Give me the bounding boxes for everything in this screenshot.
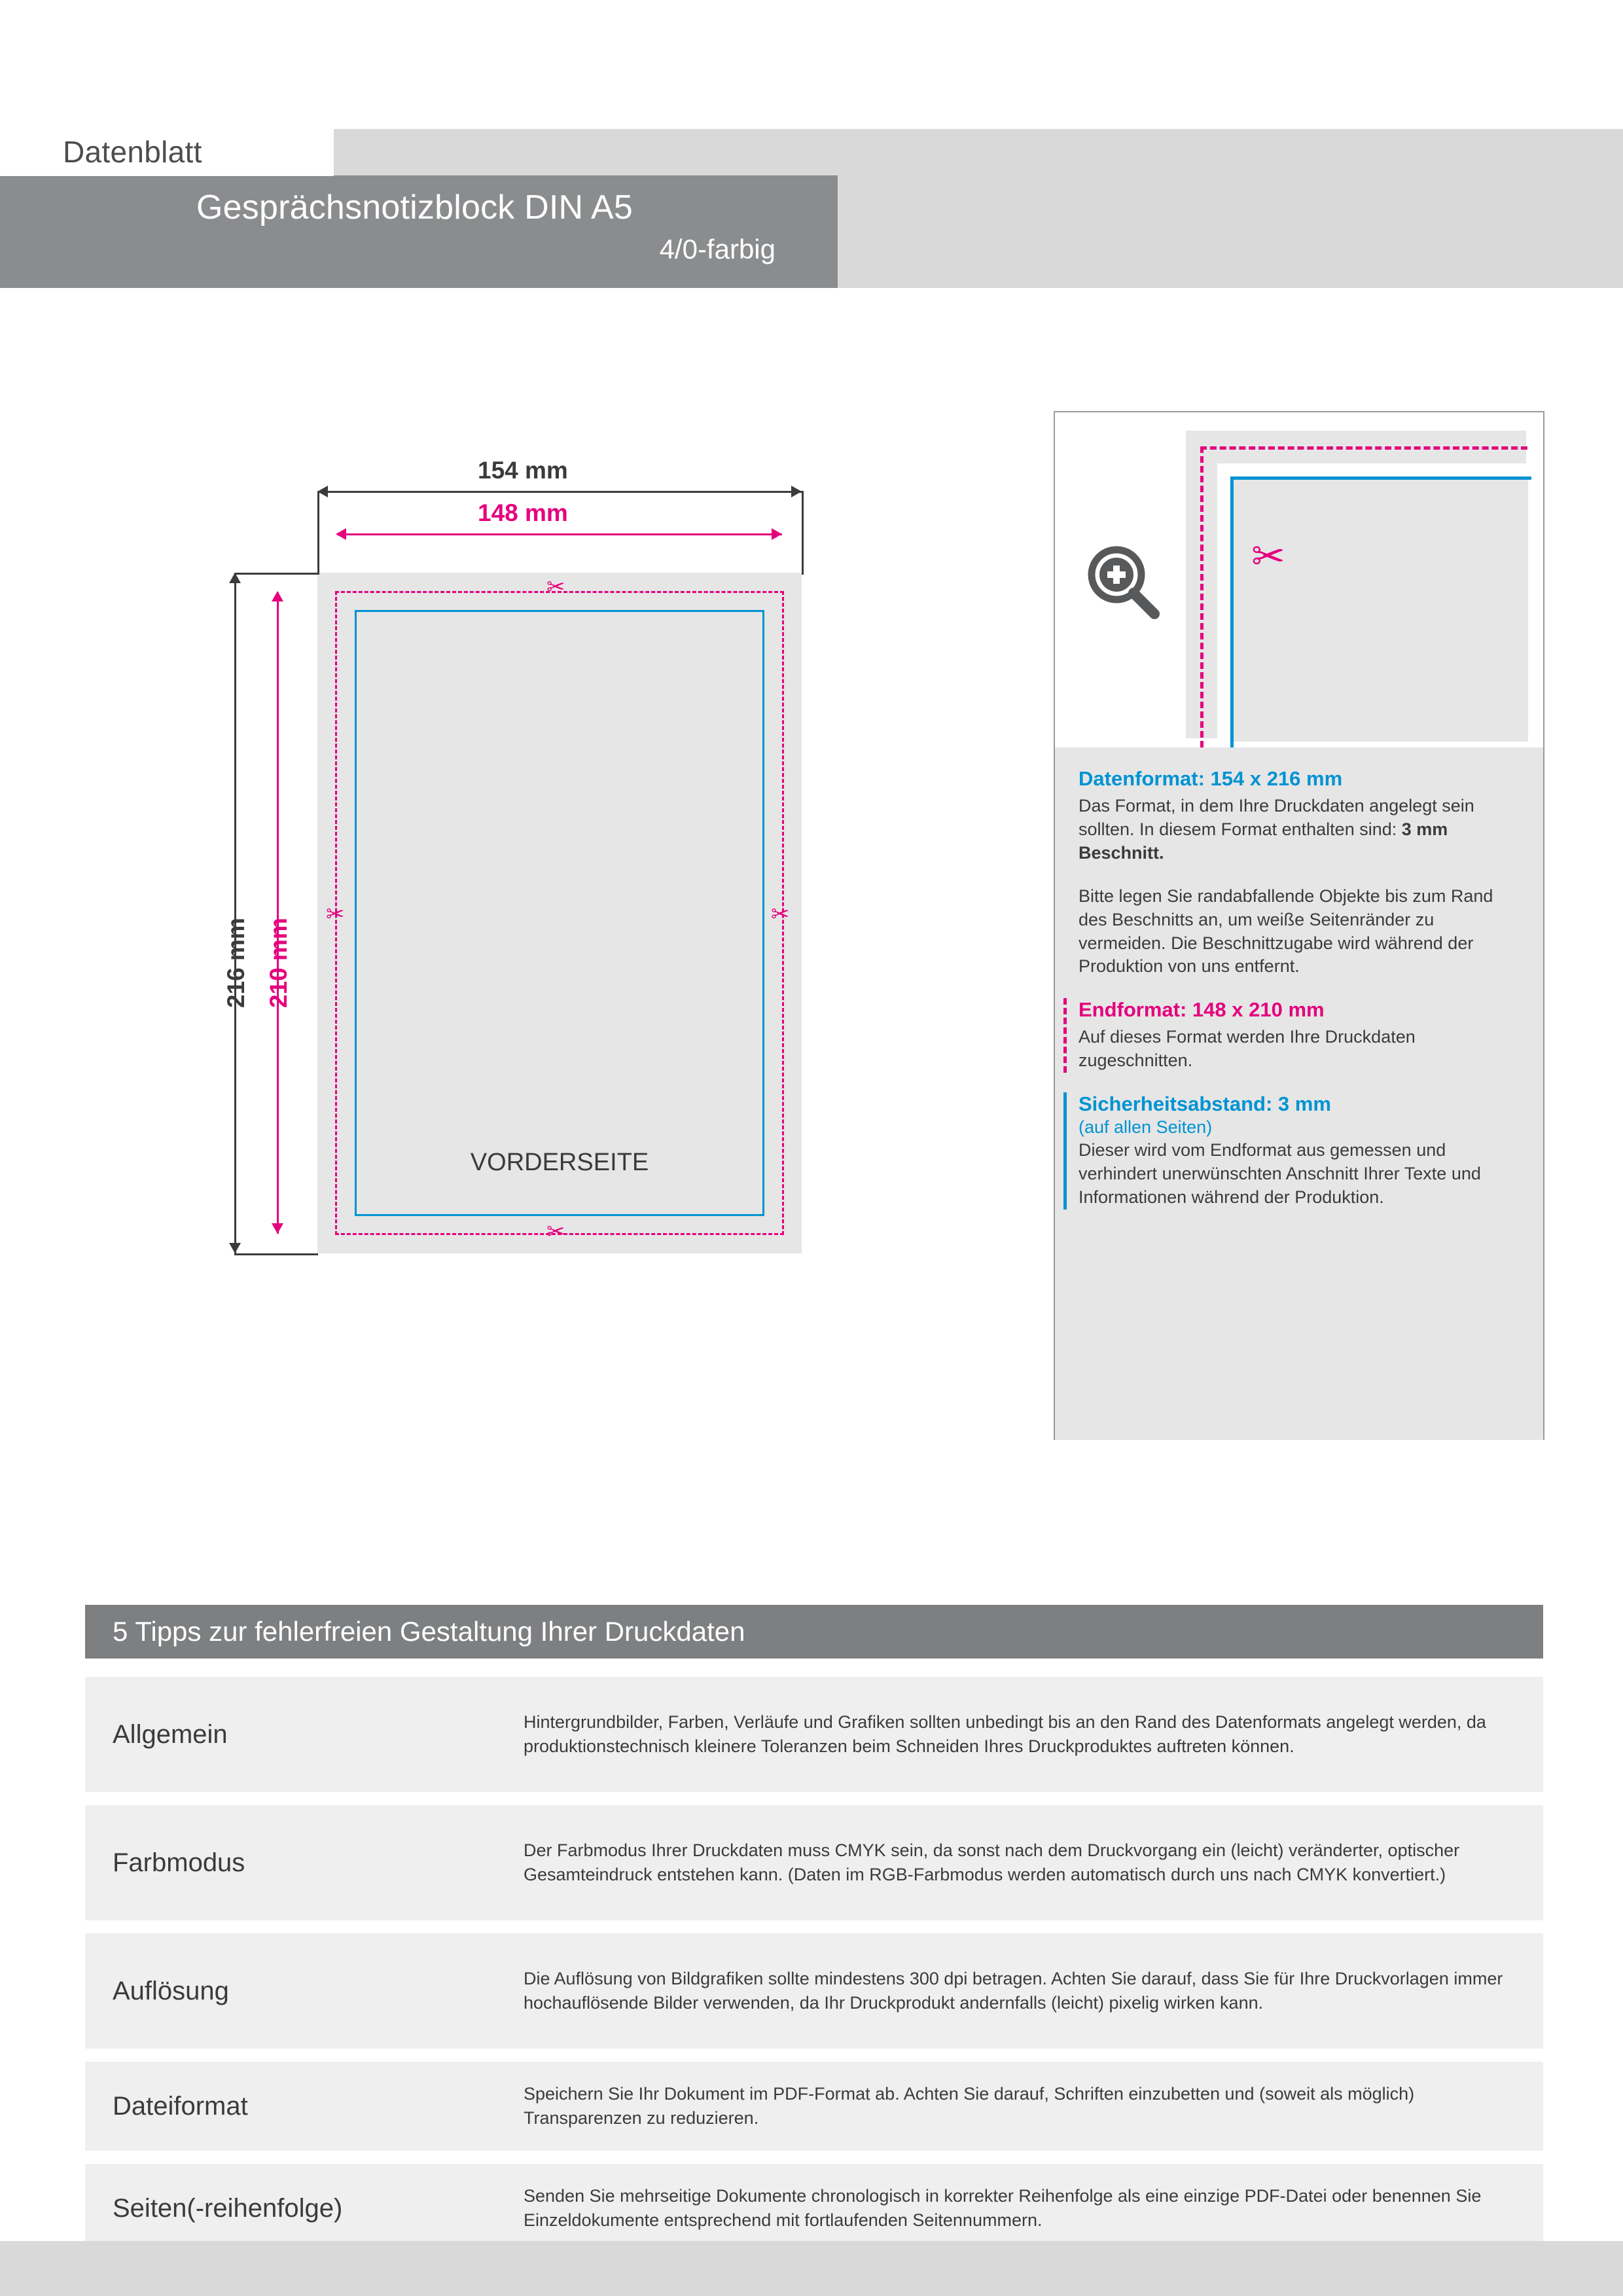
tips-heading: 5 Tipps zur fehlerfreien Gestaltung Ihrer Druckdaten (85, 1605, 1543, 1659)
dim-label-154: 154 mm (478, 457, 568, 484)
dim-arrow-216-bottom (229, 1243, 241, 1253)
tip-label-aufloesung: Auflösung (113, 1976, 229, 2005)
sicherheitsabstand-subheading: (auf allen Seiten) (1079, 1117, 1213, 1138)
datenformat-p1-bold: 3 mm Beschnitt. (1079, 819, 1448, 863)
tip-text-dateiformat: Speichern Sie Ihr Dokument im PDF-Format ab. Achten Sie darauf, Schriften einzubetten und (soweit als möglich) Transparenzen zu reduzieren. (524, 2083, 1415, 2128)
tip-label-allgemein: Allgemein (113, 1719, 228, 1749)
zoom-illustration (1055, 412, 1543, 747)
magnifier-plus-icon (1079, 541, 1164, 629)
spacer (1079, 865, 1520, 885)
tip-text-aufloesung: Die Auflösung von Bildgrafiken sollte mindestens 300 dpi betragen. Achten Sie darauf, dass Sie für Ihre Druckvorlagen immer hochauflösende Bilder verwenden, da Ihr Druckprodukt andernfalls (leicht) pixelig wirken kann. (524, 1968, 1503, 2013)
dim-tick-216-bottom (234, 1253, 318, 1255)
dim-arrow-210-bottom (272, 1223, 283, 1234)
endformat-paragraph: Auf dieses Format werden Ihre Druckdaten zugeschnitten. (1079, 1027, 1416, 1071)
dim-line-148 (337, 533, 782, 535)
dim-arrow-148-left (336, 528, 346, 540)
tip-row-seitenreihenfolge (85, 2164, 1543, 2253)
datenformat-paragraph-2: Bitte legen Sie randabfallende Objekte bis zum Rand des Beschnitts an, um weiße Seitenränder zu vermeiden. Die Beschnittzugabe wird während der Produktion von uns entfernt. (1079, 886, 1493, 977)
datenblatt-label: Datenblatt (63, 135, 202, 169)
scissors-icon: ✂ (546, 1219, 565, 1244)
safety-margin-rect (355, 610, 764, 1216)
tip-row-dateiformat (85, 2062, 1543, 2151)
format-diagram (216, 457, 936, 1322)
format-info-text (1055, 747, 1543, 1440)
dim-label-148: 148 mm (478, 499, 568, 526)
dim-arrow-154-right (791, 486, 802, 497)
dim-tick-154-left (317, 491, 319, 575)
spacer (1079, 1073, 1520, 1092)
scissors-icon: ✂ (1251, 534, 1285, 579)
dim-line-216 (234, 573, 236, 1253)
datenformat-heading: Datenformat: 154 x 216 mm (1079, 767, 1343, 790)
dim-tick-216-top (234, 573, 318, 575)
scissors-icon: ✂ (546, 575, 565, 600)
page-subtitle: 4/0-farbig (659, 234, 776, 264)
dim-arrow-148-right (772, 528, 782, 540)
dim-line-154 (317, 491, 802, 493)
dim-arrow-210-top (272, 591, 283, 601)
tip-text-seitenreihenfolge: Senden Sie mehrseitige Dokumente chronologisch in korrekter Reihenfolge als eine einzige PDF-Datei oder benennen Sie Einzeldokumente entsprechend mit fortlaufenden Seitennummern. (524, 2185, 1482, 2230)
scissors-icon: ✂ (326, 902, 345, 927)
tip-row-aufloesung (85, 1933, 1543, 2049)
endformat-heading: Endformat: 148 x 210 mm (1079, 998, 1325, 1022)
tip-label-dateiformat: Dateiformat (113, 2091, 248, 2121)
endformat-block (1063, 998, 1520, 1073)
dim-label-210: 210 mm (265, 918, 292, 1008)
dim-tick-154-right (802, 491, 804, 575)
page-title: Gesprächsnotizblock DIN A5 (196, 188, 633, 226)
tip-label-farbmodus: Farbmodus (113, 1848, 245, 1877)
footer-band (0, 2241, 1623, 2296)
sicherheitsabstand-block (1063, 1092, 1520, 1210)
scissors-icon: ✂ (771, 902, 790, 927)
tip-text-farbmodus: Der Farbmodus Ihrer Druckdaten muss CMYK sein, da sonst nach dem Druckvorgang ein (leicht) veränderter, optischer Gesamteindruck entstehen kann. (Daten im RGB-Farbmodus werden automatisch durch uns nach CMYK konvertiert.) (524, 1840, 1460, 1884)
dim-line-210 (277, 592, 279, 1234)
spacer (1079, 978, 1520, 998)
datenformat-p1-text: Das Format, in dem Ihre Druckdaten angelegt sein sollten. In diesem Format enthalten sind: (1079, 796, 1474, 839)
page-side-label: VORDERSEITE (470, 1149, 649, 1176)
sicherheitsabstand-paragraph: Dieser wird vom Endformat aus gemessen und verhindert unerwünschten Anschnitt Ihrer Texte und Informationen während der Produktion. (1079, 1140, 1481, 1207)
sicherheitsabstand-heading: Sicherheitsabstand: 3 mm (1079, 1092, 1331, 1116)
zoom-safety-line (1230, 476, 1531, 747)
datenformat-paragraph-1 (1079, 795, 1520, 865)
dim-label-216: 216 mm (223, 918, 249, 1008)
tip-row-allgemein (85, 1677, 1543, 1792)
tip-text-allgemein: Hintergrundbilder, Farben, Verläufe und Grafiken sollten unbedingt bis an den Rand des Datenformats angelegt werden, da produktionstechnisch kleinere Toleranzen beim Schneiden Ihres Druckproduktes auftreten können. (524, 1712, 1486, 1756)
tip-row-farbmodus (85, 1805, 1543, 1920)
tip-label-seitenreihenfolge: Seiten(-reihenfolge) (113, 2193, 343, 2223)
